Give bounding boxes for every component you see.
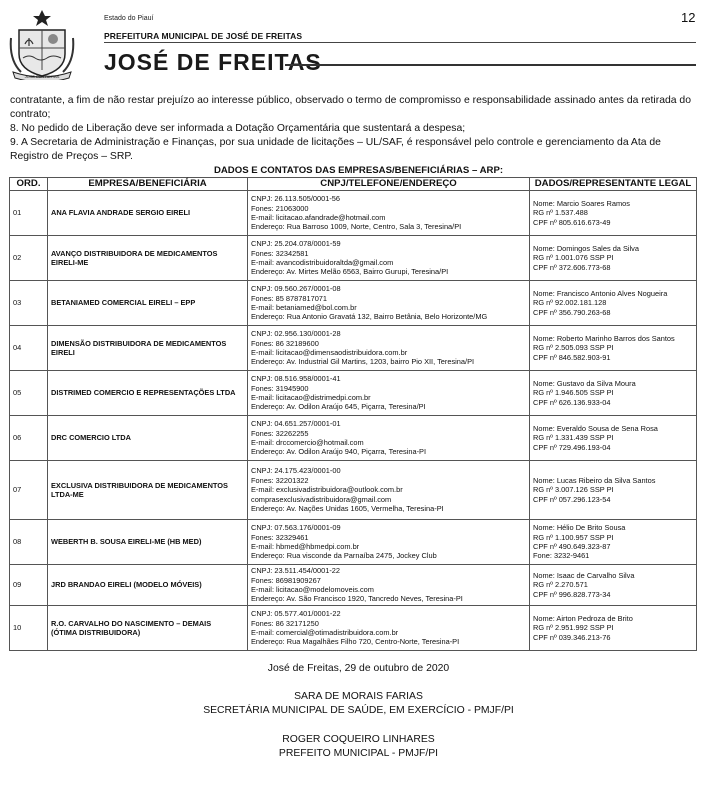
header-ord: ORD.: [10, 178, 48, 191]
row-empresa-line: DIMENSÃO DISTRIBUIDORA DE MEDICAMENTOS: [51, 338, 227, 348]
arp-table: [9, 177, 697, 651]
row-contato-line: Fones: 32201322: [251, 475, 309, 485]
row-representante: [530, 236, 697, 281]
row-representante-line: RG nº 1.946.505 SSP PI: [533, 388, 614, 398]
row-contato-line: CNPJ: 07.563.176/0001-09: [251, 523, 341, 533]
row-contato-line: CNPJ: 09.560.267/0001-08: [251, 284, 341, 294]
state-label: Estado do Piauí: [104, 15, 154, 22]
row-representante-line: RG nº 1.537.488: [533, 208, 588, 218]
row-contato-line: Endereço: Rua Antonio Gravatá 132, Bairro Betânia, Belo Horizonte/MG: [251, 312, 488, 322]
row-representante-line: Nome: Gustavo da Silva Moura: [533, 378, 636, 388]
row-empresa: [48, 416, 248, 461]
row-contato-line: CNPJ: 04.651.257/0001-01: [251, 419, 341, 429]
row-representante: [530, 520, 697, 565]
row-contato-line: Endereço: Av. Odilon Araújo 645, Piçarra, Teresina/PI: [251, 402, 426, 412]
row-ord: 10: [10, 606, 48, 651]
row-contato-line: CNPJ: 08.516.958/0001-41: [251, 374, 341, 384]
row-contato-line: Endereço: Rua Magalhães Filho 720, Centro-Norte, Teresina-PI: [251, 637, 460, 647]
table-row: [10, 281, 697, 326]
row-ord: 05: [10, 371, 48, 416]
svg-text:JOSÉ DE FREITAS: JOSÉ DE FREITAS: [24, 74, 60, 79]
table-row: [10, 461, 697, 520]
title-rule: [285, 64, 696, 66]
row-representante: [530, 461, 697, 520]
row-contato-line: comprasexclusivadistribuidora@gmail.com: [251, 494, 392, 504]
row-contato: [248, 236, 530, 281]
row-contato-line: Fones: 32342581: [251, 248, 309, 258]
row-representante-line: RG nº 2.270.571: [533, 580, 588, 590]
row-empresa: [48, 326, 248, 371]
row-empresa-line: JRD BRANDAO EIRELI (MODELO MÓVEIS): [51, 580, 202, 590]
row-representante-line: Nome: Hélio De Brito Sousa: [533, 523, 626, 533]
row-contato-line: Fones: 86981909267: [251, 575, 321, 585]
row-contato: [248, 326, 530, 371]
row-representante-line: CPF nº 846.582.903-91: [533, 352, 611, 362]
row-contato-line: E-mail: hbmed@hbmedpi.com.br: [251, 542, 360, 551]
row-representante-line: Nome: Lucas Ribeiro da Silva Santos: [533, 475, 656, 485]
row-contato-line: CNPJ: 25.204.078/0001-59: [251, 239, 341, 249]
row-empresa: [48, 371, 248, 416]
row-representante-line: CPF nº 057.296.123-54: [533, 494, 611, 504]
row-ord: 02: [10, 236, 48, 281]
row-contato-line: E-mail: licitacao@distrimedpi.com.br: [251, 393, 371, 402]
row-representante-line: RG nº 2.505.093 SSP PI: [533, 343, 614, 353]
row-representante: [530, 606, 697, 651]
table-row: [10, 606, 697, 651]
row-empresa-line: DISTRIMED COMERCIO E REPRESENTAÇÕES LTDA: [51, 388, 236, 398]
header-empresa: EMPRESA/BENEFICIÁRIA: [48, 178, 248, 191]
row-representante-line: RG nº 2.951.992 SSP PI: [533, 623, 614, 633]
row-contato-line: E-mail: avancodistribuidoraltda@gmail.com: [251, 258, 394, 267]
table-row: [10, 236, 697, 281]
municipal-coat-of-arms-icon: [9, 8, 75, 80]
table-row: [10, 191, 697, 236]
row-ord: 03: [10, 281, 48, 326]
row-contato-line: CNPJ: 24.175.423/0001-00: [251, 466, 341, 476]
table-row: [10, 371, 697, 416]
row-contato-line: CNPJ: 02.956.130/0001-28: [251, 329, 341, 339]
row-contato-line: Fones: 32262255: [251, 428, 309, 438]
page-number: 12: [681, 10, 696, 25]
header-contato: CNPJ/TELEFONE/ENDEREÇO: [248, 178, 530, 191]
row-contato-line: CNPJ: 23.511.454/0001-22: [251, 566, 341, 576]
row-empresa: [48, 520, 248, 565]
row-empresa-line: BETANIAMED COMERCIAL EIRELI – EPP: [51, 298, 196, 308]
row-representante: [530, 565, 697, 606]
row-empresa: [48, 461, 248, 520]
row-representante-line: Nome: Airton Pedroza de Brito: [533, 613, 633, 623]
row-representante-line: CPF nº 039.346.213-76: [533, 632, 611, 642]
row-contato: [248, 520, 530, 565]
row-empresa-line: R.O. CARVALHO DO NASCIMENTO – DEMAIS: [51, 618, 212, 628]
row-contato-line: E-mail: comercial@otimadistribuidora.com.br: [251, 628, 399, 637]
row-representante-line: CPF nº 490.649.323-87: [533, 542, 611, 551]
prefeitura-label: PREFEITURA MUNICIPAL DE JOSÉ DE FREITAS: [104, 31, 303, 41]
row-contato-line: E-mail: licitacao@dimensaodistribuidora.com.br: [251, 348, 408, 357]
row-empresa-line: (ÓTIMA DISTRIBUIDORA): [51, 628, 141, 637]
row-representante-line: RG nº 1.100.957 SSP PI: [533, 532, 614, 542]
row-empresa: [48, 191, 248, 236]
row-ord: 07: [10, 461, 48, 520]
row-representante-line: CPF nº 729.496.193-04: [533, 442, 611, 452]
row-representante-line: RG nº 92.002.181.128: [533, 298, 607, 308]
row-representante: [530, 191, 697, 236]
signer-name-1: SARA DE MORAIS FARIAS: [294, 691, 423, 702]
paragraph-contratante: contratante, a fim de não restar prejuízo ao interesse público, observado o termo de compromisso e responsabilidade assinado antes da retirada do contrato;: [10, 95, 691, 120]
row-contato: [248, 281, 530, 326]
paragraph-item-9: 9. A Secretaria de Administração e Finanças, por sua unidade de licitações – UL/SAF, é responsável pelo controle e gerenciamento da Ata de Registro de Preços – SRP.: [10, 137, 661, 162]
row-contato-line: Fones: 86 32189600: [251, 338, 319, 348]
row-representante-line: Nome: Domingos Sales da Silva: [533, 243, 639, 253]
row-representante: [530, 281, 697, 326]
signer-role-2: PREFEITO MUNICIPAL - PMJF/PI: [278, 748, 439, 759]
row-contato-line: CNPJ: 05.577.401/0001-22: [251, 609, 341, 619]
table-row: [10, 520, 697, 565]
row-contato: [248, 565, 530, 606]
row-contato-line: Endereço: Av. Industrial Gil Martins, 1203, bairro Pio XII, Teresina/PI: [251, 357, 475, 367]
row-contato-line: Endereço: Av. Odilon Araújo 940, Piçarra, Teresina-PI: [251, 447, 427, 457]
table-header-row: [10, 178, 697, 191]
row-representante-line: CPF nº 356.790.263-68: [533, 307, 611, 317]
row-empresa: [48, 236, 248, 281]
row-contato-line: E-mail: licitacao@modelomoveis.com: [251, 585, 374, 594]
row-contato-line: Fones: 85 8787817071: [251, 293, 328, 303]
row-contato-line: E-mail: licitacao.afandrade@hotmail.com: [251, 213, 386, 222]
table-title: DADOS E CONTATOS DAS EMPRESAS/BENEFICIÁRIAS – ARP:: [213, 165, 504, 176]
row-representante-line: CPF nº 626.136.933-04: [533, 397, 611, 407]
row-empresa: [48, 281, 248, 326]
row-contato-line: Endereço: Av. Mirtes Melão 6563, Bairro Gurupi, Teresina/PI: [251, 267, 449, 277]
table-row: [10, 326, 697, 371]
row-empresa-line: AVANÇO DISTRIBUIDORA DE MEDICAMENTOS: [51, 248, 218, 258]
row-contato: [248, 461, 530, 520]
row-contato: [248, 416, 530, 461]
row-contato-line: Endereço: Av. São Francisco 1920, Tancredo Neves, Teresina-PI: [251, 594, 463, 604]
signer-name-2: ROGER COQUEIRO LINHARES: [282, 734, 435, 745]
row-representante: [530, 326, 697, 371]
row-representante-line: Fone: 3232-9461: [533, 551, 590, 561]
row-contato-line: E-mail: exclusivadistribuidora@outlook.com.br: [251, 485, 403, 495]
row-contato-line: E-mail: betaniamed@bol.com.br: [251, 303, 357, 312]
row-contato-line: E-mail: drccomercio@hotmail.com: [251, 438, 364, 447]
row-empresa-line: LTDA-ME: [51, 490, 84, 499]
row-contato: [248, 191, 530, 236]
row-empresa-line: EIRELI-ME: [51, 258, 89, 267]
row-ord: 09: [10, 565, 48, 606]
row-empresa-line: WEBERTH B. SOUSA EIRELI-ME (HB MED): [51, 537, 202, 547]
row-representante-line: Nome: Roberto Marinho Barros dos Santos: [533, 333, 675, 343]
signature-date: José de Freitas, 29 de outubro de 2020: [267, 663, 450, 674]
row-empresa: [48, 565, 248, 606]
row-representante-line: Nome: Francisco Antonio Alves Nogueira: [533, 288, 668, 298]
row-contato: [248, 606, 530, 651]
row-contato-line: Fones: 32329461: [251, 532, 309, 542]
row-representante: [530, 416, 697, 461]
table-row: [10, 565, 697, 606]
row-contato-line: Endereço: Rua Barroso 1009, Norte, Centro, Sala 3, Teresina/PI: [251, 222, 462, 232]
row-contato-line: Fones: 86 32171250: [251, 618, 319, 628]
row-representante-line: RG nº 1.331.439 SSP PI: [533, 433, 614, 443]
header-rule: [104, 42, 696, 43]
header-representante: DADOS/REPRESENTANTE LEGAL: [530, 178, 697, 191]
row-representante-line: RG nº 3.007.126 SSP PI: [533, 485, 614, 495]
row-ord: 01: [10, 191, 48, 236]
row-contato-line: Endereço: Rua visconde da Parnaíba 2475, Jockey Club: [251, 551, 437, 561]
row-representante-line: CPF nº 372.606.773-68: [533, 262, 611, 272]
paragraph-item-8: 8. No pedido de Liberação deve ser informada a Dotação Orçamentária que sustentará a despesa;: [10, 123, 466, 134]
row-representante: [530, 371, 697, 416]
table-body: [10, 191, 697, 651]
row-ord: 08: [10, 520, 48, 565]
row-contato: [248, 371, 530, 416]
row-empresa-line: DRC COMERCIO LTDA: [51, 433, 131, 443]
row-ord: 04: [10, 326, 48, 371]
row-contato-line: Fones: 31945900: [251, 383, 309, 393]
row-representante-line: RG nº 1.001.076 SSP PI: [533, 253, 614, 263]
signer-role-1: SECRETÁRIA MUNICIPAL DE SAÚDE, EM EXERCÍCIO - PMJF/PI: [203, 705, 514, 716]
row-representante-line: Nome: Everaldo Sousa de Sena Rosa: [533, 423, 658, 433]
row-empresa-line: ANA FLAVIA ANDRADE SERGIO EIRELI: [51, 208, 191, 218]
city-title: JOSÉ DE FREITAS: [104, 49, 322, 75]
row-empresa: [48, 606, 248, 651]
row-representante-line: CPF nº 996.828.773-34: [533, 589, 611, 599]
row-contato-line: CNPJ: 26.113.505/0001-56: [251, 194, 341, 204]
row-representante-line: Nome: Marcio Soares Ramos: [533, 198, 630, 208]
row-ord: 06: [10, 416, 48, 461]
row-empresa-line: EXCLUSIVA DISTRIBUIDORA DE MEDICAMENTOS: [51, 480, 228, 490]
row-empresa-line: EIRELI: [51, 348, 75, 357]
row-contato-line: Fones: 21063000: [251, 203, 309, 213]
row-representante-line: CPF nº 805.616.673-49: [533, 217, 611, 227]
row-contato-line: Endereço: Av. Nações Unidas 1605, Vermelha, Teresina-PI: [251, 504, 444, 514]
row-representante-line: Nome: Isaac de Carvalho Silva: [533, 570, 635, 580]
table-row: [10, 416, 697, 461]
